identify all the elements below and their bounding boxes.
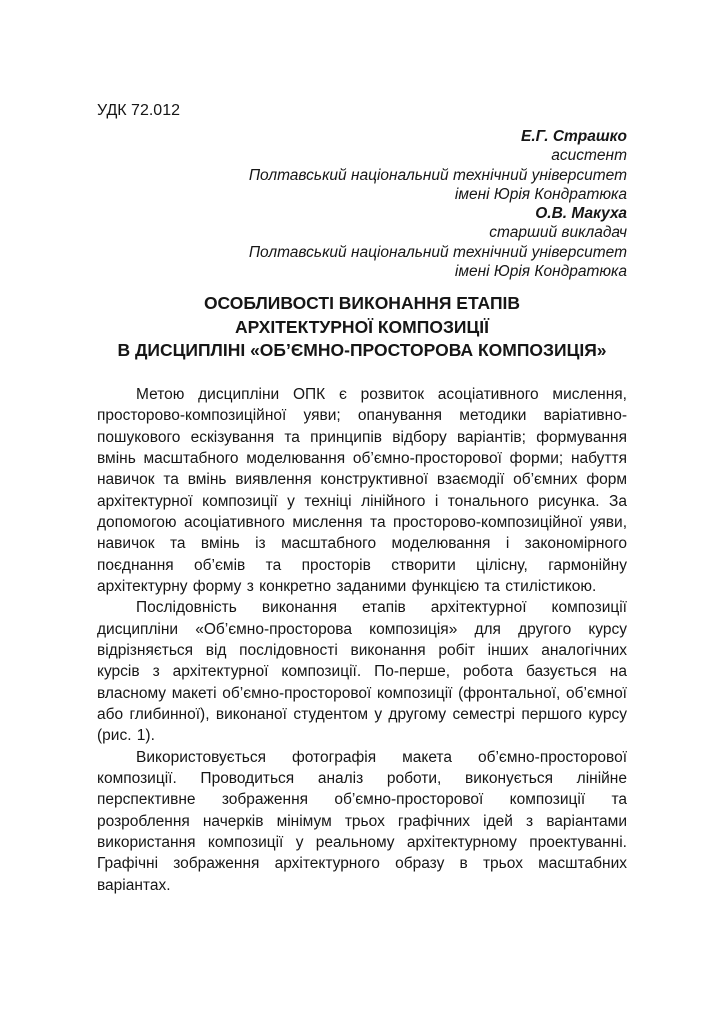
article-title-line: В ДИСЦИПЛІНІ «ОБ’ЄМНО-ПРОСТОРОВА КОМПОЗИЦІЯ» [117, 340, 607, 361]
author-affiliation-line: Полтавський національний технічний університет [248, 166, 627, 184]
author-affiliation-line: імені Юрія Кондратюка [454, 185, 627, 203]
author-name: Е.Г. Страшко [521, 128, 627, 145]
body-paragraph: Використовується фотографія макета об’ємно-просторової композиції. Проводиться аналіз роботи, виконується лінійне перспективне зображення об’ємно-просторової композиції та розроблення начерків мінімум трьох графічних ідей з варіантами використання композиції у реальному архітектурному проектуванні. Графічні зображення архітектурного образу в трьох масштабних варіантах. [97, 748, 627, 894]
author-block [97, 127, 627, 281]
body-paragraph: Послідовність виконання етапів архітектурної композиції дисципліни «Об’ємно-просторова композиція» для другого курсу відрізняється від послідовності виконання робіт інших аналогічних курсів з архітектурної композиції. По-перше, робота базується на власному макеті об’ємно-просторової композиції (фронтальної, об’ємної або глибинної), виконаної студентом у другому семестрі першого курсу (рис. 1). [97, 599, 627, 745]
author-role: асистент [551, 147, 627, 165]
article-title [97, 292, 627, 363]
body-paragraph: Метою дисципліни ОПК є розвиток асоціативного мислення, просторово-композиційної уяви; опанування методики варіативно-пошукового ескізування та принципів відбору варіантів; формування вмінь масштабного моделювання об’ємно-просторової форми; набуття навичок та вмінь виявлення конструктивної взаємодії об’ємних форм архітектурної композиції у техніці лінійного і тонального рисунка. За допомогою асоціативного мислення та просторово-композиційної уяви, навичок та вмінь із масштабного моделювання і закономірного поєднання об’ємів та просторів створити цілісну, гармонійну архітектурну форму з конкретно заданими функцією та стилістикою. [97, 385, 627, 595]
udk-code: УДК 72.012 [97, 102, 180, 119]
author-name: О.В. Макуха [535, 205, 627, 223]
author-role: старший викладач [489, 224, 627, 242]
article-body [97, 384, 627, 896]
author-affiliation-line: Полтавський національний технічний університет [248, 243, 627, 261]
article-title-line: АРХІТЕКТУРНОЇ КОМПОЗИЦІЇ [235, 316, 489, 337]
author-affiliation-line: імені Юрія Кондратюка [454, 263, 627, 281]
article-title-line: ОСОБЛИВОСТІ ВИКОНАННЯ ЕТАПІВ [203, 293, 521, 314]
